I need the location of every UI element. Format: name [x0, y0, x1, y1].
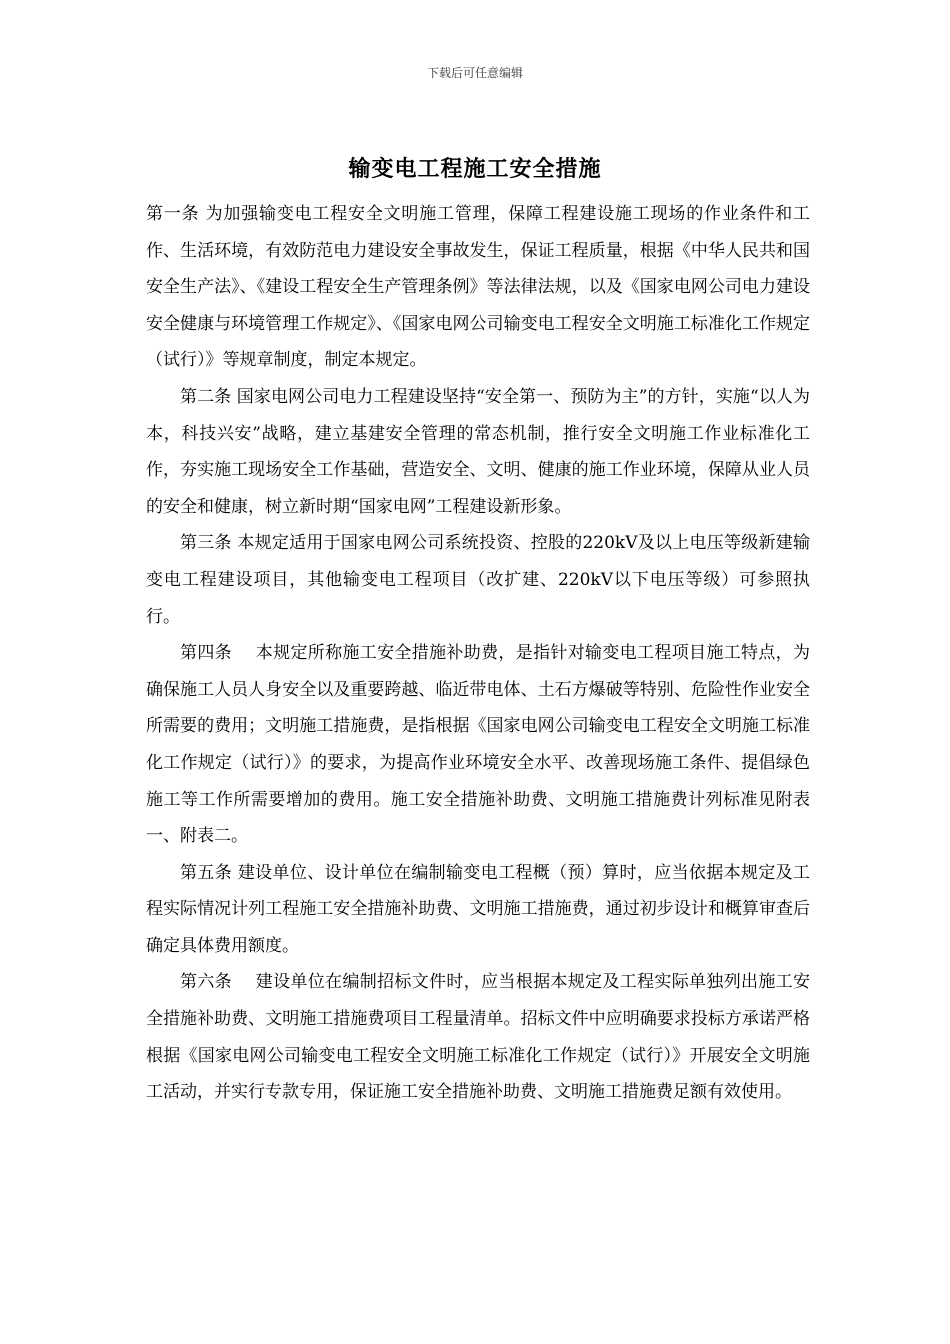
article-5-text: 建设单位、设计单位在编制输变电工程概（预）算时，应当依据本规定及工程实际情况计列工程施工安全措施补助费、文明施工措施费，通过初步设计和概算审查后确定具体费用额度。: [146, 862, 811, 956]
article-2: [146, 379, 810, 525]
document-body: [146, 196, 810, 1111]
article-1: [146, 196, 810, 379]
article-4-text: 本规定所称施工安全措施补助费，是指针对输变电工程项目施工特点，为确保施工人员人身安全以及重要跨越、临近带电体、土石方爆破等特别、危险性作业安全所需要的费用；文明施工措施费，是指根据《国家电网公司输变电工程安全文明施工标准化工作规定（试行）》的要求，为提高作业环境安全水平、改善现场施工条件、提倡绿色施工等工作所需要增加的费用。施工安全措施补助费、文明施工措施费计列标准见附表一、附表二。: [146, 643, 811, 847]
article-6-text: 建设单位在编制招标文件时，应当根据本规定及工程实际单独列出施工安全措施补助费、文明施工措施费项目工程量清单。招标文件中应明确要求投标方承诺严格根据《国家电网公司输变电工程安全文明施工标准化工作规定（试行）》开展安全文明施工活动，并实行专款专用，保证施工安全措施补助费、文明施工措施费足额有效使用。: [146, 972, 811, 1103]
article-1-label: 第一条: [146, 204, 200, 224]
article-3-text: 本规定适用于国家电网公司系统投资、控股的220kV及以上电压等级新建输变电工程建设项目，其他输变电工程项目（改扩建、220kV以下电压等级）可参照执行。: [146, 533, 811, 627]
article-2-text: 国家电网公司电力工程建设坚持“安全第一、预防为主”的方针，实施“以人为本，科技兴安”战略，建立基建安全管理的常态机制，推行安全文明施工作业标准化工作，夯实施工现场安全工作基础，营造安全、文明、健康的施工作业环境，保障从业人员的安全和健康，树立新时期“国家电网”工程建设新形象。: [146, 386, 810, 517]
article-4-label: 第四条: [180, 643, 232, 664]
article-6: [146, 964, 810, 1110]
article-5: [146, 855, 810, 965]
document-title: 输变电工程施工安全措施: [348, 156, 602, 182]
page-header-note: 下载后可任意编辑: [426, 66, 523, 80]
article-6-label: 第六条: [180, 972, 232, 993]
article-2-label: 第二条: [180, 386, 232, 407]
article-5-label: 第五条: [180, 862, 233, 883]
article-4: [146, 635, 810, 855]
article-1-text: 为加强输变电工程安全文明施工管理，保障工程建设施工现场的作业条件和工作、生活环境，有效防范电力建设安全事故发生，保证工程质量，根据《中华人民共和国安全生产法》、《建设工程安全生产管理条例》等法律法规，以及《国家电网公司电力建设安全健康与环境管理工作规定》、《国家电网公司输变电工程安全文明施工标准化工作规定（试行）》等规章制度，制定本规定。: [146, 204, 811, 371]
article-3-label: 第三条: [180, 533, 232, 554]
article-3: [146, 525, 810, 635]
